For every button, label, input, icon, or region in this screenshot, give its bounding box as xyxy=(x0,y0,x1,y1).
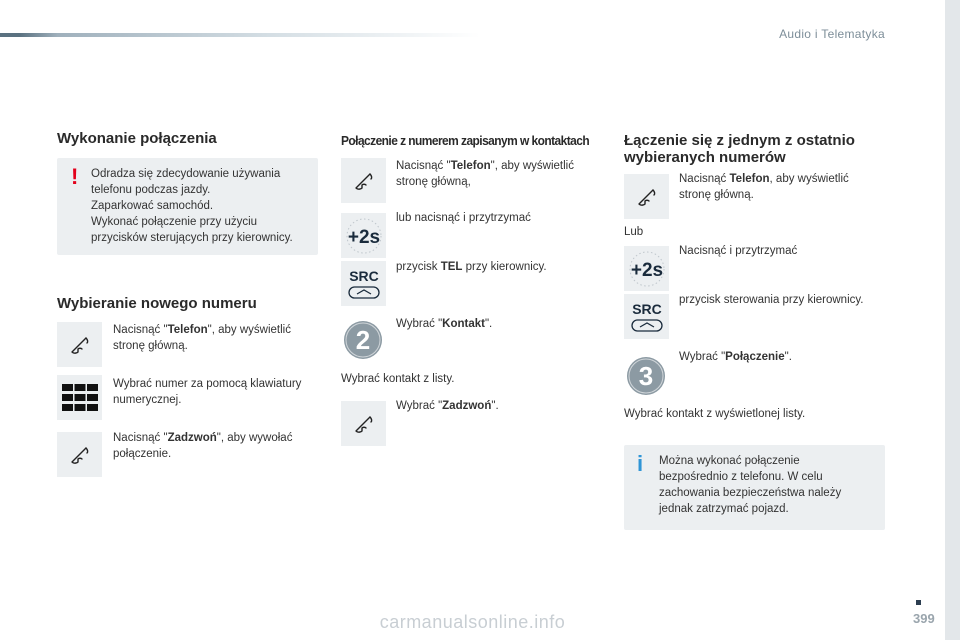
step-text-telefon: Nacisnąć Telefon, aby wyświetlić stronę główną. xyxy=(679,173,849,201)
step-text-polaczenie: Wybrać "Połączenie". xyxy=(679,351,792,363)
phone-icon-box xyxy=(624,174,669,219)
hold-2s-icon xyxy=(342,214,386,258)
hold-2s-icon-box xyxy=(341,213,386,258)
section-title-recent: Łączenie się z jednym z ostatnio wybieranych numerów xyxy=(624,132,855,166)
phone-icon xyxy=(66,441,94,469)
svg-text:SRC: SRC xyxy=(631,300,662,317)
info-box xyxy=(624,445,885,530)
step-number-badge xyxy=(343,320,383,360)
right-margin-bar xyxy=(945,0,960,640)
svg-text:+2s: +2s xyxy=(347,226,380,248)
phone-icon-box xyxy=(341,401,386,446)
header-bar xyxy=(0,33,480,37)
info-text: Można wykonać połączenie bezpośrednio z telefonu. W celu zachowania bezpieczeństwa należy jednak zatrzymać pojazd. xyxy=(659,455,842,515)
phone-icon-box xyxy=(341,158,386,203)
step-text-steering-button: przycisk sterowania przy kierownicy. xyxy=(679,294,864,306)
info-icon: i xyxy=(637,451,644,476)
hold-2s-icon xyxy=(625,247,669,291)
step-text-kontakt: Wybrać "Kontakt". xyxy=(396,318,493,330)
section-title-new-number: Wybieranie nowego numeru xyxy=(57,295,257,312)
or-label: Lub xyxy=(624,226,644,238)
step-text-telefon: Nacisnąć "Telefon", aby wyświetlić stronę główną. xyxy=(113,324,291,352)
hold-2s-icon-box xyxy=(624,246,669,291)
src-button-icon xyxy=(627,299,667,335)
svg-text:3: 3 xyxy=(638,361,654,391)
page-number: 399 xyxy=(913,611,935,626)
step-text-hold: lub nacisnąć i przytrzymać xyxy=(396,212,531,224)
svg-text:+2s: +2s xyxy=(630,259,663,281)
phone-icon xyxy=(350,410,378,438)
phone-icon xyxy=(633,183,661,211)
section-title-make-call: Wykonanie połączenia xyxy=(57,130,217,147)
header-title: Audio i Telematyka xyxy=(779,27,885,41)
step-text-zadzwon: Nacisnąć "Zadzwoń", aby wywołać połączenie. xyxy=(113,432,293,460)
keypad-icon xyxy=(61,383,99,413)
svg-text:2: 2 xyxy=(355,325,371,355)
step-text-telefon: Nacisnąć "Telefon", aby wyświetlić stronę główną, xyxy=(396,160,574,188)
src-button-icon-box xyxy=(624,294,669,339)
phone-icon xyxy=(350,167,378,195)
warning-text: Odradza się zdecydowanie używania telefonu podczas jazdy. Zaparkować samochód. Wykonać połączenie przy użyciu przycisków sterujących przy kierownicy. xyxy=(91,168,293,244)
step-text-tel: przycisk TEL przy kierownicy. xyxy=(396,261,547,273)
warning-box xyxy=(57,158,318,255)
step-text-keypad: Wybrać numer za pomocą klawiatury numerycznej. xyxy=(113,378,302,406)
step-text-hold: Nacisnąć i przytrzymać xyxy=(679,245,798,257)
phone-icon-box xyxy=(57,432,102,477)
warning-icon: ! xyxy=(71,164,79,189)
keypad-icon-box xyxy=(57,375,102,420)
src-button-icon xyxy=(344,266,384,302)
step-number-badge xyxy=(626,356,666,396)
step-text-choose-contact: Wybrać kontakt z listy. xyxy=(341,373,455,385)
svg-text:SRC: SRC xyxy=(348,267,379,284)
src-button-icon-box xyxy=(341,261,386,306)
phone-icon xyxy=(66,331,94,359)
page-marker xyxy=(916,600,921,605)
section-title-contacts: Połączenie z numerem zapisanym w kontaktach xyxy=(341,133,590,148)
watermark: carmanualsonline.info xyxy=(379,612,566,632)
step-text-zadzwon: Wybrać "Zadzwoń". xyxy=(396,400,499,412)
phone-icon-box xyxy=(57,322,102,367)
step-text-choose-displayed-contact: Wybrać kontakt z wyświetlonej listy. xyxy=(624,408,806,420)
